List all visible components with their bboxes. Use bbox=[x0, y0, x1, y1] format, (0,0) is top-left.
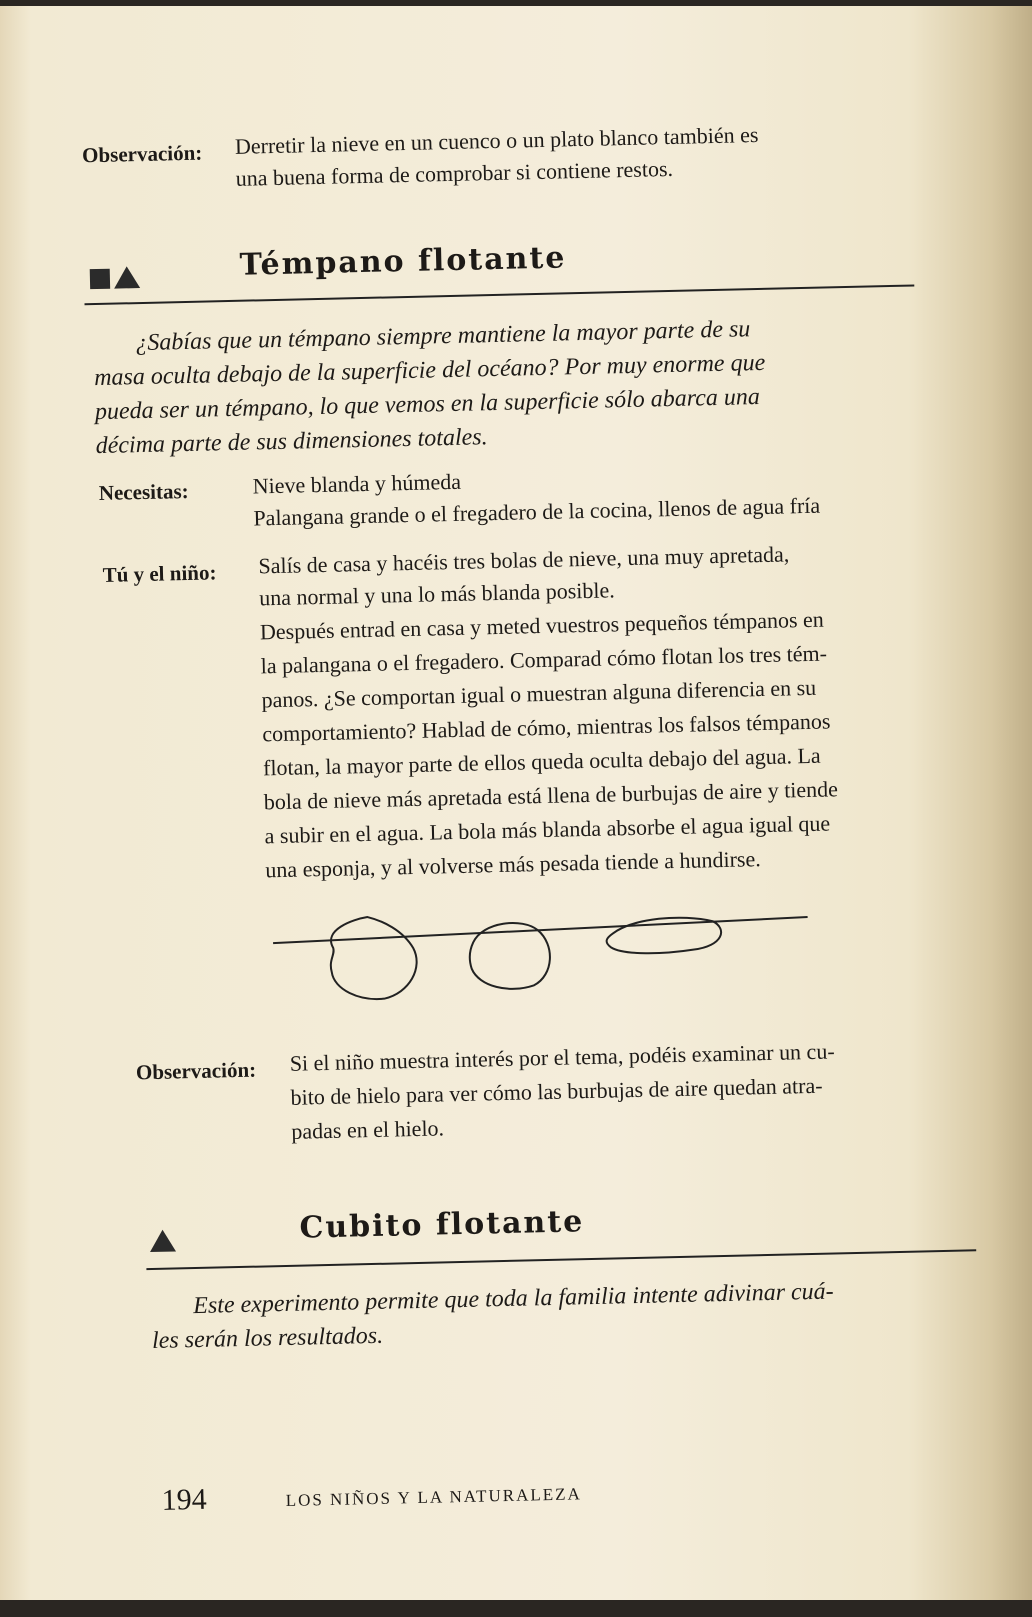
snowballs-illustration bbox=[272, 899, 814, 1011]
running-title: LOS NIÑOS Y LA NATURALEZA bbox=[285, 1484, 583, 1511]
text-line: Después entrad en casa y meted vuestros pequeños témpanos en bbox=[259, 606, 825, 645]
text-line: panos. ¿Se comportan igual o muestran alguna diferencia en su bbox=[261, 674, 817, 713]
you-and-child-label: Tú y el niño: bbox=[102, 560, 217, 587]
text-line: bito de hielo para ver cómo las burbujas de aire quedan atra- bbox=[290, 1072, 823, 1110]
page-number: 194 bbox=[161, 1482, 208, 1517]
text-line: a subir en el agua. La bola más blanda absorbe el agua igual que bbox=[264, 810, 831, 849]
needs-item: Nieve blanda y húmeda bbox=[252, 468, 462, 499]
text-line: Si el niño muestra interés por el tema, podéis examinar un cu- bbox=[289, 1038, 835, 1076]
text-line: flotan, la mayor parte de ellos queda oculta debajo del agua. La bbox=[262, 742, 821, 781]
section-title: Témpano flotante bbox=[239, 240, 567, 283]
text-line: Salís de casa y hacéis tres bolas de nieve, una muy apretada, bbox=[258, 541, 790, 579]
text-line: comportamiento? Hablad de cómo, mientras los falsos témpanos bbox=[262, 708, 831, 747]
intro-line: pueda ser un témpano, lo que vemos en la superficie sólo abarca una bbox=[94, 384, 761, 426]
triangle-difficulty-icon bbox=[150, 1229, 176, 1252]
text-line: bola de nieve más apretada está llena de burbujas de aire y tiende bbox=[263, 776, 839, 815]
square-difficulty-icon bbox=[90, 269, 110, 289]
text-line: Derretir la nieve en un cuenco o un plato blanco también es bbox=[234, 121, 759, 159]
observation-label: Observación: bbox=[135, 1057, 257, 1085]
intro-line: ¿Sabías que un témpano siempre mantiene la mayor parte de su bbox=[135, 316, 751, 357]
book-page bbox=[0, 6, 1032, 1600]
intro-line: décima parte de sus dimensiones totales. bbox=[95, 424, 488, 460]
triangle-difficulty-icon bbox=[114, 266, 140, 289]
intro-line: les serán los resultados. bbox=[151, 1322, 384, 1355]
text-line: padas en el hielo. bbox=[291, 1115, 445, 1144]
section-title: Cubito flotante bbox=[299, 1204, 585, 1246]
text-line: una buena forma de comprobar si contiene restos. bbox=[235, 155, 674, 191]
text-line: una normal y una lo más blanda posible. bbox=[258, 577, 616, 611]
text-line: una esponja, y al volverse más pesada tiende a hundirse. bbox=[265, 846, 761, 883]
needs-item: Palangana grande o el fregadero de la cocina, llenos de agua fría bbox=[253, 492, 821, 531]
divider bbox=[146, 1249, 976, 1270]
text-line: la palangana o el fregadero. Comparad cómo flotan los tres tém- bbox=[260, 640, 828, 679]
needs-label: Necesitas: bbox=[98, 478, 189, 506]
intro-line: Este experimento permite que toda la familia intente adivinar cuá- bbox=[192, 1278, 834, 1320]
intro-line: masa oculta debajo de la superficie del océano? Por muy enorme que bbox=[93, 349, 766, 392]
divider bbox=[84, 284, 914, 305]
observation-label: Observación: bbox=[81, 140, 203, 168]
